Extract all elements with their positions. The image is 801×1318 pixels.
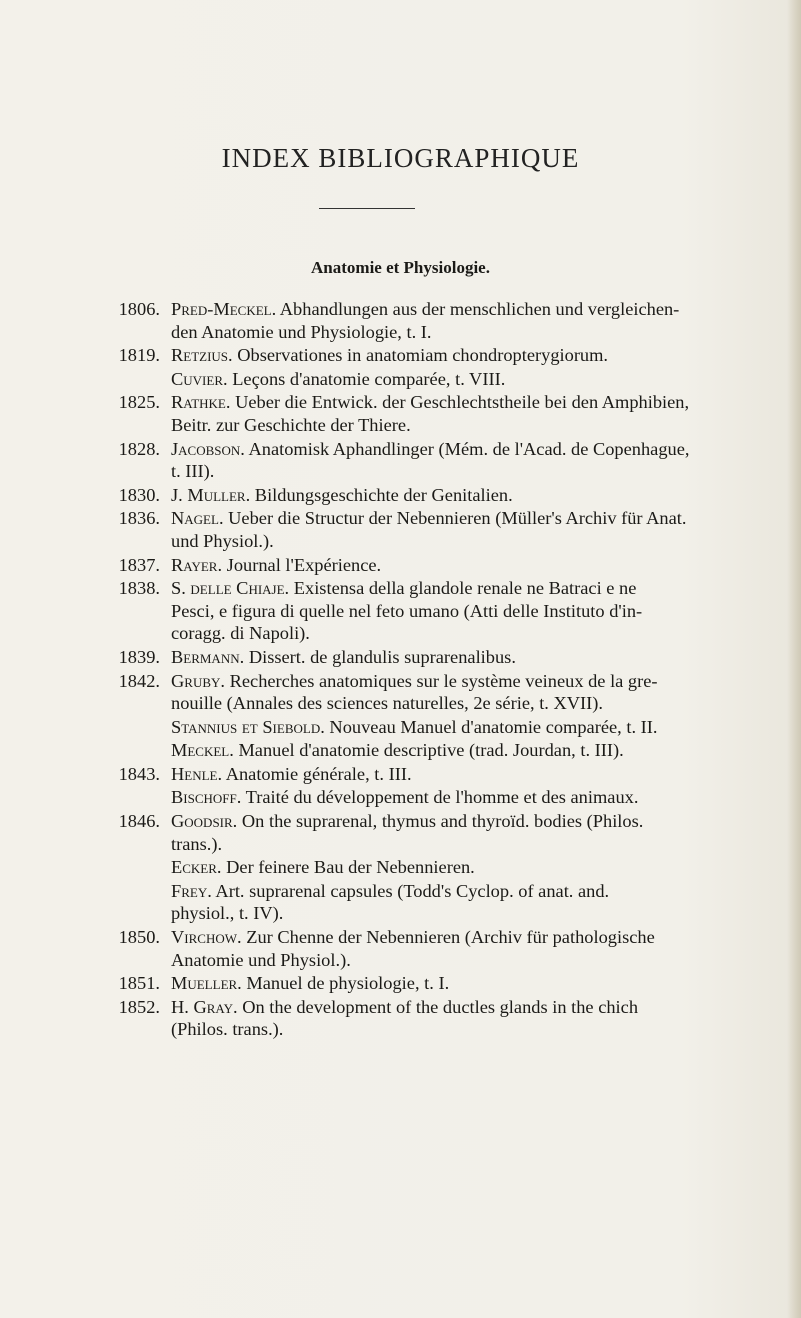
entry-text: Leçons d'anatomie comparée, t. VIII. bbox=[232, 368, 506, 389]
entry-author: Mueller. bbox=[171, 973, 242, 994]
entry-year: 1838. bbox=[118, 578, 160, 599]
entry-text: Existensa della glandole renale ne Batraci e ne bbox=[293, 578, 637, 599]
bibliography-entry bbox=[88, 880, 788, 925]
entry-year: 1851. bbox=[118, 973, 160, 994]
entry-author: Virchow. bbox=[171, 927, 242, 948]
entry-text: Traité du développement de l'homme et des animaux. bbox=[245, 787, 639, 808]
bibliography-entry bbox=[88, 972, 788, 995]
bibliography-entry bbox=[88, 716, 788, 739]
bibliography-entry bbox=[88, 298, 788, 343]
bibliography-entry bbox=[88, 391, 788, 436]
entry-first-line bbox=[171, 670, 788, 693]
entry-first-line bbox=[171, 810, 788, 833]
entry-author: Ecker. bbox=[171, 857, 222, 878]
entry-first-line bbox=[171, 391, 788, 414]
entry-continuation-line: und Physiol.). bbox=[171, 530, 274, 551]
entry-text: Nouveau Manuel d'anatomie comparée, t. II. bbox=[329, 716, 658, 737]
entry-year: 1852. bbox=[118, 996, 160, 1017]
entry-text: Observationes in anatomiam chondropterygiorum. bbox=[237, 345, 609, 366]
entry-author: Henle. bbox=[171, 763, 223, 784]
bibliography-entry bbox=[88, 996, 788, 1041]
entry-year: 1839. bbox=[118, 646, 160, 667]
entry-year: 1836. bbox=[118, 508, 160, 529]
entry-author: J. Muller. bbox=[171, 484, 251, 505]
entry-first-line bbox=[171, 880, 788, 903]
entry-continuation-line: physiol., t. IV). bbox=[171, 903, 284, 924]
entry-author: Rathke. bbox=[171, 392, 231, 413]
bibliography-entry bbox=[88, 786, 788, 809]
entry-year: 1846. bbox=[118, 811, 160, 832]
entry-first-line bbox=[171, 996, 788, 1019]
bibliography-list bbox=[88, 298, 788, 1042]
bibliography-entry bbox=[88, 646, 788, 669]
entry-continuation-line: nouille (Annales des sciences naturelles, 2e série, t. XVII). bbox=[171, 693, 604, 714]
title-rule bbox=[319, 208, 415, 209]
entry-first-line bbox=[171, 298, 788, 321]
entry-author: Retzius. bbox=[171, 345, 233, 366]
page-edge-shadow bbox=[787, 0, 801, 1318]
entry-text: Manuel d'anatomie descriptive (trad. Jourdan, t. III). bbox=[238, 740, 624, 761]
entry-author: Cuvier. bbox=[171, 368, 228, 389]
entry-author: Pred-Meckel. bbox=[171, 299, 277, 319]
entry-year: 1842. bbox=[118, 670, 160, 691]
entry-text: Zur Chenne der Nebennieren (Archiv für pathologische bbox=[246, 927, 655, 948]
entry-first-line bbox=[171, 786, 788, 809]
entry-year: 1819. bbox=[118, 345, 160, 366]
entry-first-line bbox=[171, 763, 788, 786]
entry-year: 1830. bbox=[118, 484, 160, 505]
entry-year: 1837. bbox=[118, 554, 160, 575]
entry-text: Ueber die Entwick. der Geschlechtstheile bei den Amphibien, bbox=[235, 392, 690, 413]
page-title: INDEX BIBLIOGRAPHIQUE bbox=[221, 143, 580, 173]
entry-author: S. delle Chiaje. bbox=[171, 578, 290, 599]
entry-text: On the development of the ductles glands in the chich bbox=[242, 996, 639, 1017]
entry-first-line bbox=[171, 344, 788, 367]
entry-author: Frey. bbox=[171, 880, 212, 901]
bibliography-entry bbox=[88, 344, 788, 367]
entry-author: Jacobson. bbox=[171, 438, 245, 459]
entry-text: Anatomie générale, t. III. bbox=[225, 763, 412, 784]
entry-first-line bbox=[171, 972, 788, 995]
bibliography-entry bbox=[88, 484, 788, 507]
entry-year: 1825. bbox=[118, 392, 160, 413]
entry-author: Meckel. bbox=[171, 740, 234, 761]
entry-text: Manuel de physiologie, t. I. bbox=[246, 973, 450, 994]
entry-continuation-line: t. III). bbox=[171, 461, 215, 482]
entry-first-line bbox=[171, 646, 788, 669]
entry-author: Goodsir. bbox=[171, 811, 238, 832]
bibliography-entry bbox=[88, 368, 788, 391]
entry-continuation-line: trans.). bbox=[171, 833, 223, 854]
entry-first-line bbox=[171, 484, 788, 507]
entry-first-line bbox=[171, 368, 788, 391]
entry-text: Art. suprarenal capsules (Todd's Cyclop. of anat. and. bbox=[215, 880, 610, 901]
entry-author: Stannius et Siebold. bbox=[171, 716, 325, 737]
entry-text: Anatomisk Aphandlinger (Mém. de l'Acad. de Copenhague, bbox=[248, 438, 690, 459]
entry-first-line bbox=[171, 507, 788, 530]
entry-text: Recherches anatomiques sur le système veineux de la gre- bbox=[229, 670, 658, 691]
entry-text: Journal l'Expérience. bbox=[226, 554, 382, 575]
bibliography-entry bbox=[88, 670, 788, 715]
entry-continuation-line: coragg. di Napoli). bbox=[171, 623, 310, 644]
entry-author: Bermann. bbox=[171, 646, 245, 667]
entry-text: Bildungsgeschichte der Genitalien. bbox=[254, 484, 513, 505]
entry-author: Bischoff. bbox=[171, 787, 242, 808]
entry-first-line bbox=[171, 856, 788, 879]
bibliography-entry bbox=[88, 926, 788, 971]
entry-author: H. Gray. bbox=[171, 996, 238, 1017]
entry-continuation-line: Beitr. zur Geschichte der Thiere. bbox=[171, 414, 411, 435]
entry-text: Der feinere Bau der Nebennieren. bbox=[226, 857, 475, 878]
bibliography-entry bbox=[88, 810, 788, 855]
entry-continuation-line: Anatomie und Physiol.). bbox=[171, 949, 351, 970]
entry-author: Nagel. bbox=[171, 508, 224, 529]
bibliography-entry bbox=[88, 577, 788, 645]
bibliography-entry bbox=[88, 438, 788, 483]
entry-year: 1806. bbox=[118, 299, 160, 319]
entry-continuation-line: Pesci, e figura di quelle nel feto umano (Atti delle Instituto d'in- bbox=[171, 600, 643, 621]
entry-first-line bbox=[171, 926, 788, 949]
bibliography-entry bbox=[88, 507, 788, 552]
entry-first-line bbox=[171, 577, 788, 600]
entry-text: On the suprarenal, thymus and thyroïd. bodies (Philos. bbox=[241, 811, 644, 832]
entry-text: Abhandlungen aus der menschlichen und vergleichen- bbox=[279, 299, 680, 319]
entry-continuation-line: (Philos. trans.). bbox=[171, 1019, 284, 1040]
entry-text: Ueber die Structur der Nebennieren (Müller's Archiv für Anat. bbox=[228, 508, 687, 529]
section-heading: Anatomie et Physiologie. bbox=[311, 258, 490, 277]
entry-first-line bbox=[171, 438, 788, 461]
entry-author: Gruby. bbox=[171, 670, 225, 691]
entry-first-line bbox=[171, 554, 788, 577]
bibliography-entry bbox=[88, 554, 788, 577]
entry-text: Dissert. de glandulis suprarenalibus. bbox=[248, 646, 516, 667]
bibliography-entry bbox=[88, 739, 788, 762]
entry-year: 1850. bbox=[118, 927, 160, 948]
bibliography-entry bbox=[88, 763, 788, 786]
entry-year: 1843. bbox=[118, 763, 160, 784]
entry-continuation-line: den Anatomie und Physiologie, t. I. bbox=[171, 321, 432, 342]
entry-author: Rayer. bbox=[171, 554, 223, 575]
entry-first-line bbox=[171, 739, 788, 762]
entry-year: 1828. bbox=[118, 438, 160, 459]
entry-first-line bbox=[171, 716, 788, 739]
bibliography-entry bbox=[88, 856, 788, 879]
